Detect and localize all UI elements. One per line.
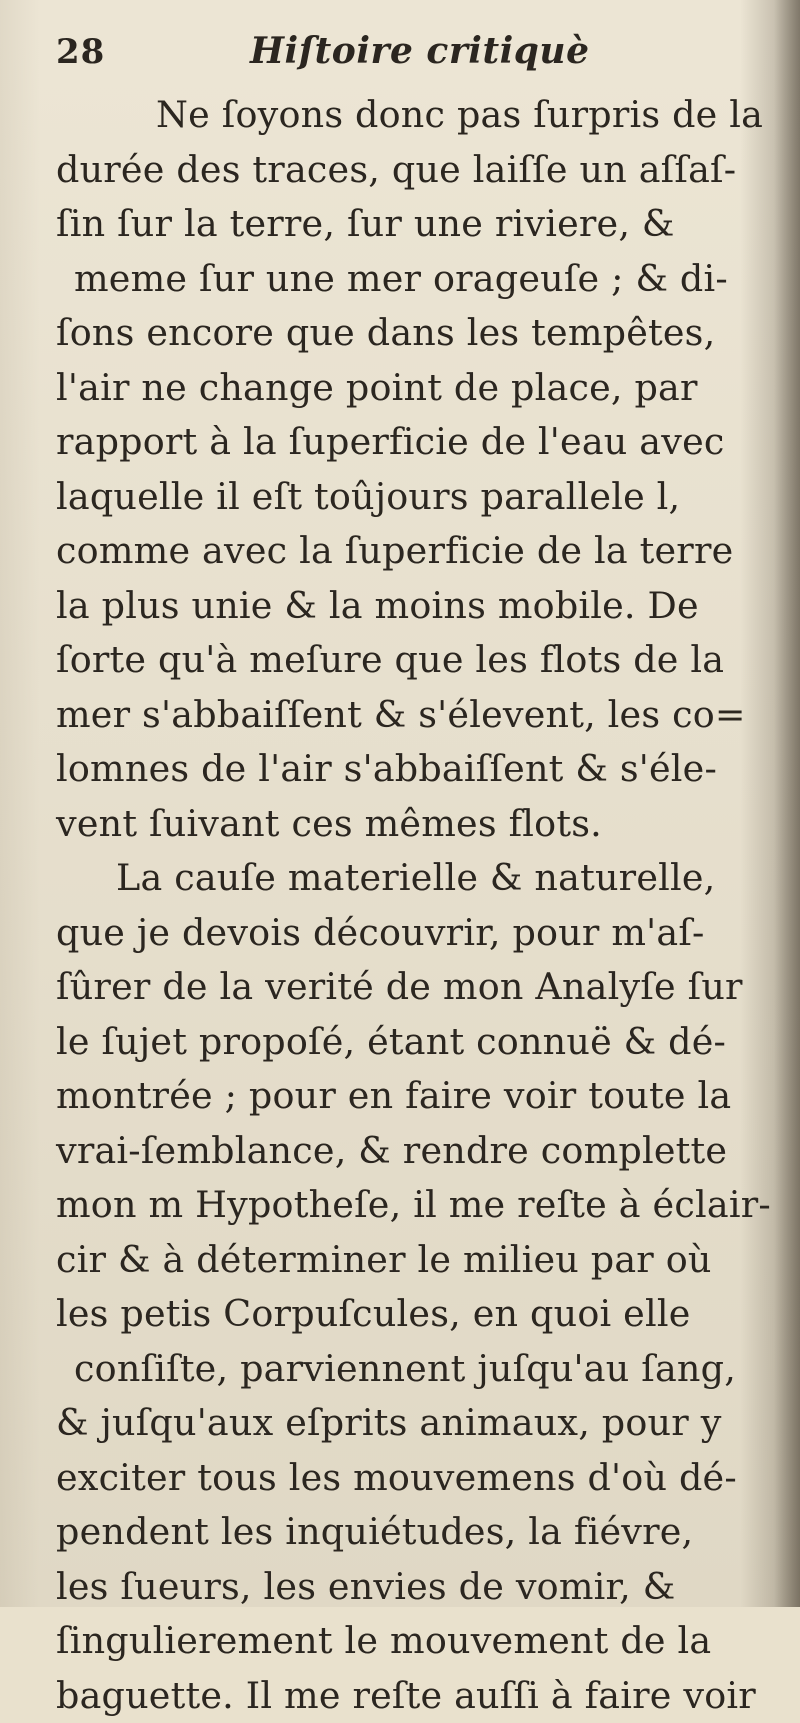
text-line: le ſujet propoſé, étant connuë & dé- [56, 1015, 776, 1070]
text-line: ſorte qu'à meſure que les flots de la [56, 633, 776, 688]
page-header [0, 28, 800, 88]
text-line: les ſueurs, les envies de vomir, & [56, 1560, 776, 1615]
text-line: pendent les inquiétudes, la fiévre, [56, 1505, 776, 1560]
text-line: lomnes de l'air s'abbaiſſent & s'éle- [56, 742, 776, 797]
body-text [56, 88, 776, 1723]
text-line: durée des traces, que laiſſe un aſſaſ- [56, 143, 776, 198]
text-line: ſûrer de la verité de mon Analyſe ſur [56, 960, 776, 1015]
text-line: que je devois découvrir, pour m'aſ- [56, 906, 776, 961]
text-line: laquelle il eſt toûjours parallele l, [56, 470, 776, 525]
text-line: l'air ne change point de place, par [56, 361, 776, 416]
running-title: Hiſtoire critiquè [250, 30, 590, 72]
text-line: La cauſe materielle & naturelle, [56, 851, 776, 906]
text-line: rapport à la ſuperficie de l'eau avec [56, 415, 776, 470]
text-line: comme avec la ſuperficie de la terre [56, 524, 776, 579]
text-line: conſiſte, parviennent juſqu'au ſang, [56, 1342, 776, 1397]
text-line: exciter tous les mouvemens d'où dé- [56, 1451, 776, 1506]
text-line: ſingulierement le mouvement de la [56, 1614, 776, 1669]
text-line: Ne ſoyons donc pas ſurpris de la [56, 88, 776, 143]
text-line: vent ſuivant ces mêmes flots. [56, 797, 776, 852]
text-line: la plus unie & la moins mobile. De [56, 579, 776, 634]
text-line: mer s'abbaiſſent & s'élevent, les co= [56, 688, 776, 743]
page-number: 28 [56, 32, 105, 72]
text-line: meme ſur une mer orageuſe ; & di- [56, 252, 776, 307]
text-line: les petis Corpuſcules, en quoi elle [56, 1287, 776, 1342]
text-line: mon m Hypotheſe, il me reſte à éclair- [56, 1178, 776, 1233]
page-edge-shadow [774, 0, 800, 1607]
text-line: vrai-ſemblance, & rendre complette [56, 1124, 776, 1179]
text-line: cir & à déterminer le milieu par où [56, 1233, 776, 1288]
text-line: & juſqu'aux eſprits animaux, pour y [56, 1396, 776, 1451]
text-line: ſons encore que dans les tempêtes, [56, 306, 776, 361]
text-line: montrée ; pour en faire voir toute la [56, 1069, 776, 1124]
text-line: ſin ſur la terre, ſur une riviere, & [56, 197, 776, 252]
text-line: baguette. Il me reſte auſſi à faire voir [56, 1669, 776, 1723]
